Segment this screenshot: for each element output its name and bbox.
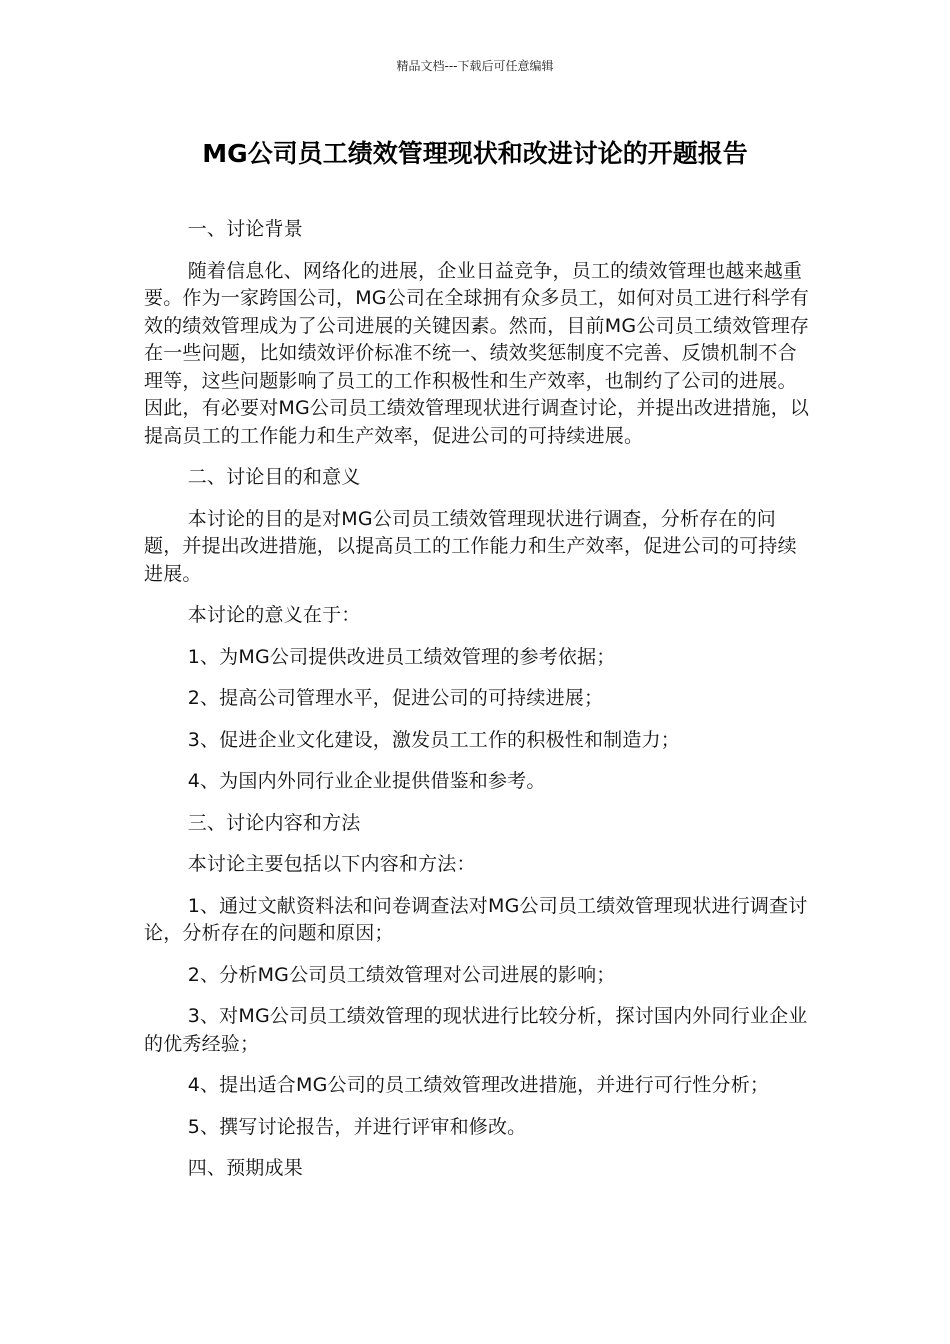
paragraph-methods-intro: 本讨论主要包括以下内容和方法： [187, 853, 476, 875]
list-item-significance: 3、促进企业文化建设，激发员工工作的积极性和制造力； [187, 728, 680, 751]
section-heading-background: 一、讨论背景 [187, 218, 303, 240]
list-item-method: 1、通过文献资料法和问卷调查法对MG公司员工绩效管理现状进行调查讨论，分析存在的问题和原因； [144, 894, 808, 944]
paragraph-purpose: 本讨论的目的是对MG公司员工绩效管理现状进行调查，分析存在的问题，并提出改进措施，以提高员工的工作能力和生产效率，促进公司的可持续进展。 [144, 507, 797, 585]
document-body [144, 216, 814, 1197]
section-heading-purpose: 二、讨论目的和意义 [187, 466, 361, 488]
list-item-method: 3、对MG公司员工绩效管理的现状进行比较分析，探讨国内外同行业企业的优秀经验； [144, 1005, 808, 1055]
list-item-method: 5、撰写讨论报告，并进行评审和修改。 [187, 1115, 527, 1138]
paragraph-significance-intro: 本讨论的意义在于： [187, 604, 361, 626]
section-heading-expected-results: 四、预期成果 [187, 1157, 303, 1179]
list-item-method: 4、提出适合MG公司的员工绩效管理改进措施，并进行可行性分析； [187, 1074, 770, 1096]
header-note: 精品文档---下载后可任意编辑 [396, 59, 554, 73]
section-heading-content-methods: 三、讨论内容和方法 [187, 811, 361, 834]
list-item-method: 2、分析MG公司员工绩效管理对公司进展的影响； [187, 963, 616, 986]
paragraph-background: 随着信息化、网络化的进展，企业日益竞争，员工的绩效管理也越来越重要。作为一家跨国公司，MG公司在全球拥有众多员工，如何对员工进行科学有效的绩效管理成为了公司进展的关键因素。然而，目前MG公司员工绩效管理存在一些问题，比如绩效评价标准不统一、绩效奖惩制度不完善、反馈机制不合理等，这些问题影响了员工的工作积极性和生产效率，也制约了公司的进展。因此，有必要对MG公司员工绩效管理现状进行调查讨论，并提出改进措施，以提高员工的工作能力和生产效率，促进公司的可持续进展。 [144, 259, 810, 447]
list-item-significance: 4、为国内外同行业企业提供借鉴和参考。 [187, 770, 546, 792]
list-item-significance: 1、为MG公司提供改进员工绩效管理的参考依据； [187, 645, 616, 668]
list-item-significance: 2、提高公司管理水平，促进公司的可持续进展； [187, 687, 604, 709]
document-title: MG公司员工绩效管理现状和改进讨论的开题报告 [202, 139, 748, 168]
